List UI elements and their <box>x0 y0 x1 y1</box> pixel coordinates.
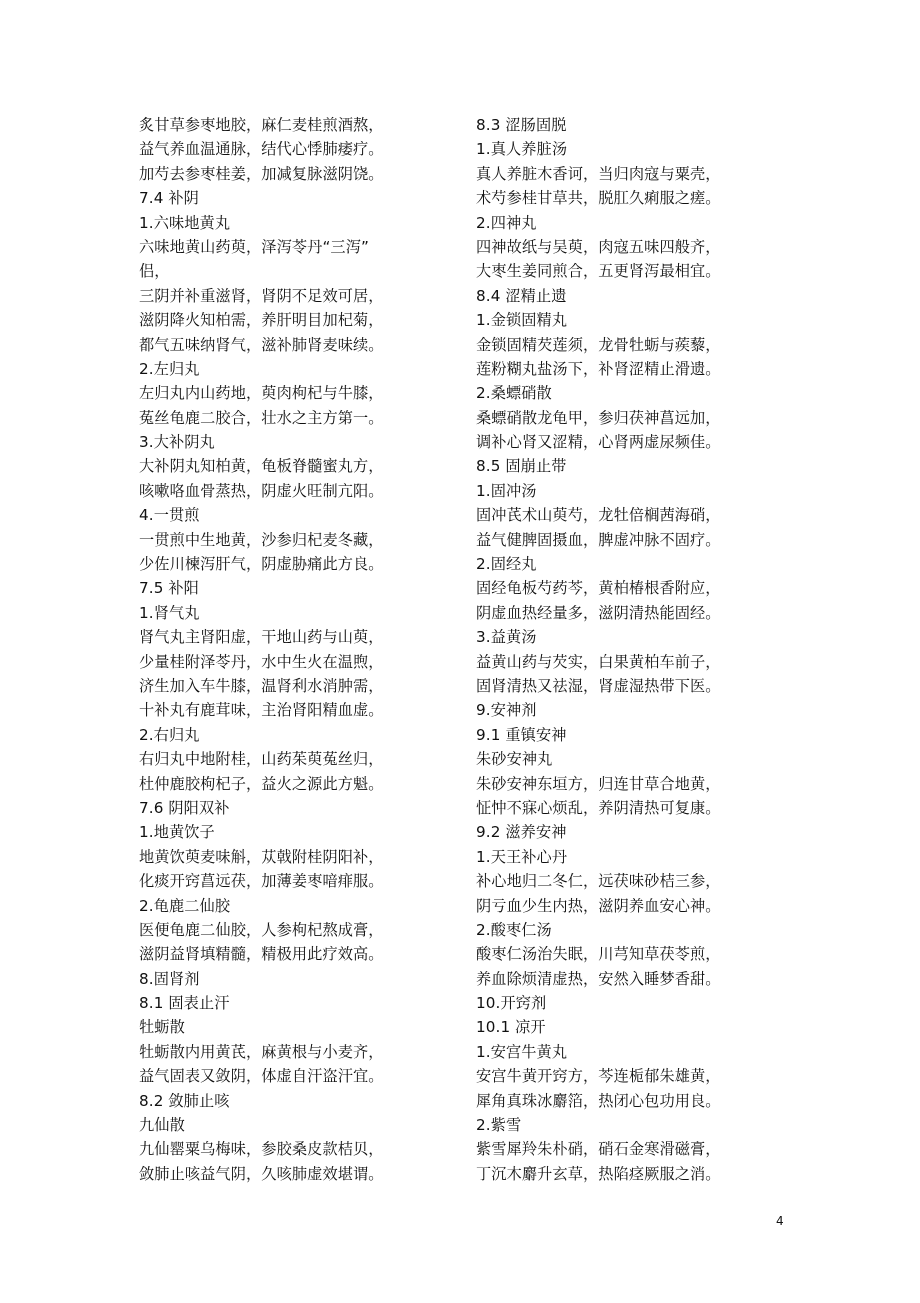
text-line: 紫雪犀羚朱朴硝，硝石金寒滑磁膏， <box>476 1140 721 1159</box>
text-line: 敛肺止咳益气阴，久咳肺虚效堪谓。 <box>139 1164 384 1183</box>
text-line: 加芍去参枣桂姜，加减复脉滋阴饶。 <box>139 164 384 183</box>
text-line: 犀角真珠冰麝箔，热闭心包功用良。 <box>476 1091 721 1110</box>
text-line: 益气健脾固摄血，脾虚冲脉不固疗。 <box>476 530 721 549</box>
text-line: 三阴并补重滋肾，肾阴不足效可居， <box>139 286 384 305</box>
text-line: 2.桑螵硝散 <box>476 384 552 403</box>
text-line: 牡蛎散内用黄芪，麻黄根与小麦齐， <box>139 1042 384 1061</box>
text-line: 地黄饮萸麦味斛，苁戟附桂阴阳补， <box>139 847 384 866</box>
text-line: 7.4 补阴 <box>139 189 199 208</box>
text-line: 1.六味地黄丸 <box>139 213 231 232</box>
text-line: 怔忡不寐心烦乱，养阴清热可复康。 <box>476 798 721 817</box>
text-line: 2.四神丸 <box>476 213 537 232</box>
text-line: 医便龟鹿二仙胶，人参枸杞熬成膏， <box>139 920 384 939</box>
text-line: 9.2 滋养安神 <box>476 823 567 842</box>
page-number: 4 <box>776 1214 784 1228</box>
text-line: 阴虚血热经量多，滋阴清热能固经。 <box>476 603 721 622</box>
text-line: 六味地黄山药萸，泽泻苓丹“三泻” <box>139 237 369 256</box>
text-line: 3.益黄汤 <box>476 628 537 647</box>
text-line: 8.1 固表止汗 <box>139 994 230 1013</box>
text-line: 大补阴丸知柏黄，龟板脊髓蜜丸方， <box>139 457 384 476</box>
text-line: 1.天王补心丹 <box>476 847 568 866</box>
text-line: 真人养脏木香诃，当归肉寇与粟壳， <box>476 164 721 183</box>
text-line: 固肾清热又祛湿，肾虚湿热带下医。 <box>476 676 721 695</box>
text-line: 2.右归丸 <box>139 725 200 744</box>
text-line: 术芍参桂甘草共，脱肛久痢服之瘥。 <box>476 189 721 208</box>
text-line: 莲粉糊丸盐汤下，补肾涩精止滑遗。 <box>476 359 721 378</box>
text-line: 杜仲鹿胶枸杞子，益火之源此方魁。 <box>139 774 384 793</box>
text-line: 1.地黄饮子 <box>139 823 215 842</box>
text-line: 化痰开窍菖远茯，加薄姜枣喑痱服。 <box>139 872 384 891</box>
text-line: 济生加入车牛膝，温肾利水消肿需， <box>139 676 384 695</box>
text-line: 9.安神剂 <box>476 701 537 720</box>
text-line: 九仙散 <box>139 1116 185 1135</box>
text-line: 8.5 固崩止带 <box>476 457 567 476</box>
text-line: 朱砂安神东垣方，归连甘草合地黄， <box>476 774 721 793</box>
text-line: 酸枣仁汤治失眠，川芎知草茯苓煎， <box>476 945 721 964</box>
text-line: 8.2 敛肺止咳 <box>139 1091 230 1110</box>
text-line: 益气养血温通脉，结代心悸肺痿疗。 <box>139 140 384 159</box>
text-line: 补心地归二冬仁，远茯味砂桔三参， <box>476 872 721 891</box>
text-line: 十补丸有鹿茸味，主治肾阳精血虚。 <box>139 701 384 720</box>
text-line: 右归丸中地附桂，山药茱萸菟丝归， <box>139 750 384 769</box>
text-line: 8.4 涩精止遗 <box>476 286 567 305</box>
text-line: 10.1 凉开 <box>476 1018 546 1037</box>
text-line: 1.固冲汤 <box>476 481 537 500</box>
text-line: 滋阴降火知柏需，养肝明目加杞菊， <box>139 311 384 330</box>
text-line: 益黄山药与芡实，白果黄柏车前子， <box>476 652 721 671</box>
text-line: 1.安宫牛黄丸 <box>476 1042 568 1061</box>
text-line: 4.一贯煎 <box>139 506 200 525</box>
text-line: 2.紫雪 <box>476 1116 522 1135</box>
text-line: 四神故纸与吴萸，肉寇五味四般齐， <box>476 237 721 256</box>
left-column <box>139 113 439 1186</box>
text-line: 肾气丸主肾阳虚，干地山药与山萸， <box>139 628 384 647</box>
right-column <box>476 113 776 1186</box>
text-line: 炙甘草参枣地胶，麻仁麦桂煎酒熬， <box>139 116 384 134</box>
text-line: 7.6 阴阳双补 <box>139 798 230 817</box>
text-line: 9.1 重镇安神 <box>476 725 567 744</box>
text-line: 咳嗽咯血骨蒸热，阴虚火旺制亢阳。 <box>139 481 384 500</box>
text-line: 益气固表又敛阴，体虚自汗盗汗宜。 <box>139 1067 384 1086</box>
text-line: 丁沉木麝升玄草，热陷痉厥服之消。 <box>476 1164 721 1183</box>
text-line: 金锁固精芡莲须，龙骨牡蛎与蒺藜， <box>476 335 721 354</box>
text-line: 固冲芪术山萸芍，龙牡倍榈茜海硝， <box>476 506 721 525</box>
text-line: 安宫牛黄开窍方，芩连栀郁朱雄黄， <box>476 1067 721 1086</box>
text-line: 大枣生姜同煎合，五更肾泻最相宜。 <box>476 262 721 281</box>
text-line: 2.左归丸 <box>139 359 200 378</box>
text-line: 侣， <box>139 262 170 281</box>
text-line: 8.固肾剂 <box>139 969 200 988</box>
text-line: 2.固经丸 <box>476 555 537 574</box>
text-line: 朱砂安神丸 <box>476 750 553 769</box>
text-line: 少佐川楝泻肝气，阴虚胁痛此方良。 <box>139 555 384 574</box>
text-line: 固经龟板芍药芩，黄柏椿根香附应， <box>476 579 721 598</box>
text-line: 2.酸枣仁汤 <box>476 920 552 939</box>
text-line: 养血除烦清虚热，安然入睡梦香甜。 <box>476 969 721 988</box>
text-line: 阴亏血少生内热，滋阴养血安心神。 <box>476 896 721 915</box>
text-line: 一贯煎中生地黄，沙参归杞麦冬藏， <box>139 530 384 549</box>
text-line: 调补心肾又涩精，心肾两虚尿频佳。 <box>476 433 721 452</box>
text-line: 1.肾气丸 <box>139 603 200 622</box>
text-line: 菟丝龟鹿二胶合，壮水之主方第一。 <box>139 408 384 427</box>
text-line: 桑螵硝散龙龟甲，参归茯神菖远加， <box>476 408 721 427</box>
text-line: 牡蛎散 <box>139 1018 185 1037</box>
text-line: 都气五味纳肾气，滋补肺肾麦味续。 <box>139 335 384 354</box>
text-line: 左归丸内山药地，萸肉枸杞与牛膝， <box>139 384 384 403</box>
text-line: 滋阴益肾填精髓，精极用此疗效高。 <box>139 945 384 964</box>
text-line: 10.开窍剂 <box>476 994 547 1013</box>
text-line: 2.龟鹿二仙胶 <box>139 896 231 915</box>
text-line: 7.5 补阳 <box>139 579 199 598</box>
text-line: 少量桂附泽苓丹，水中生火在温煦， <box>139 652 384 671</box>
text-line: 1.金锁固精丸 <box>476 311 568 330</box>
text-line: 九仙罂粟乌梅味，参胶桑皮款桔贝， <box>139 1140 384 1159</box>
text-line: 1.真人养脏汤 <box>476 140 568 159</box>
text-line: 8.3 涩肠固脱 <box>476 116 567 134</box>
text-line: 3.大补阴丸 <box>139 433 215 452</box>
